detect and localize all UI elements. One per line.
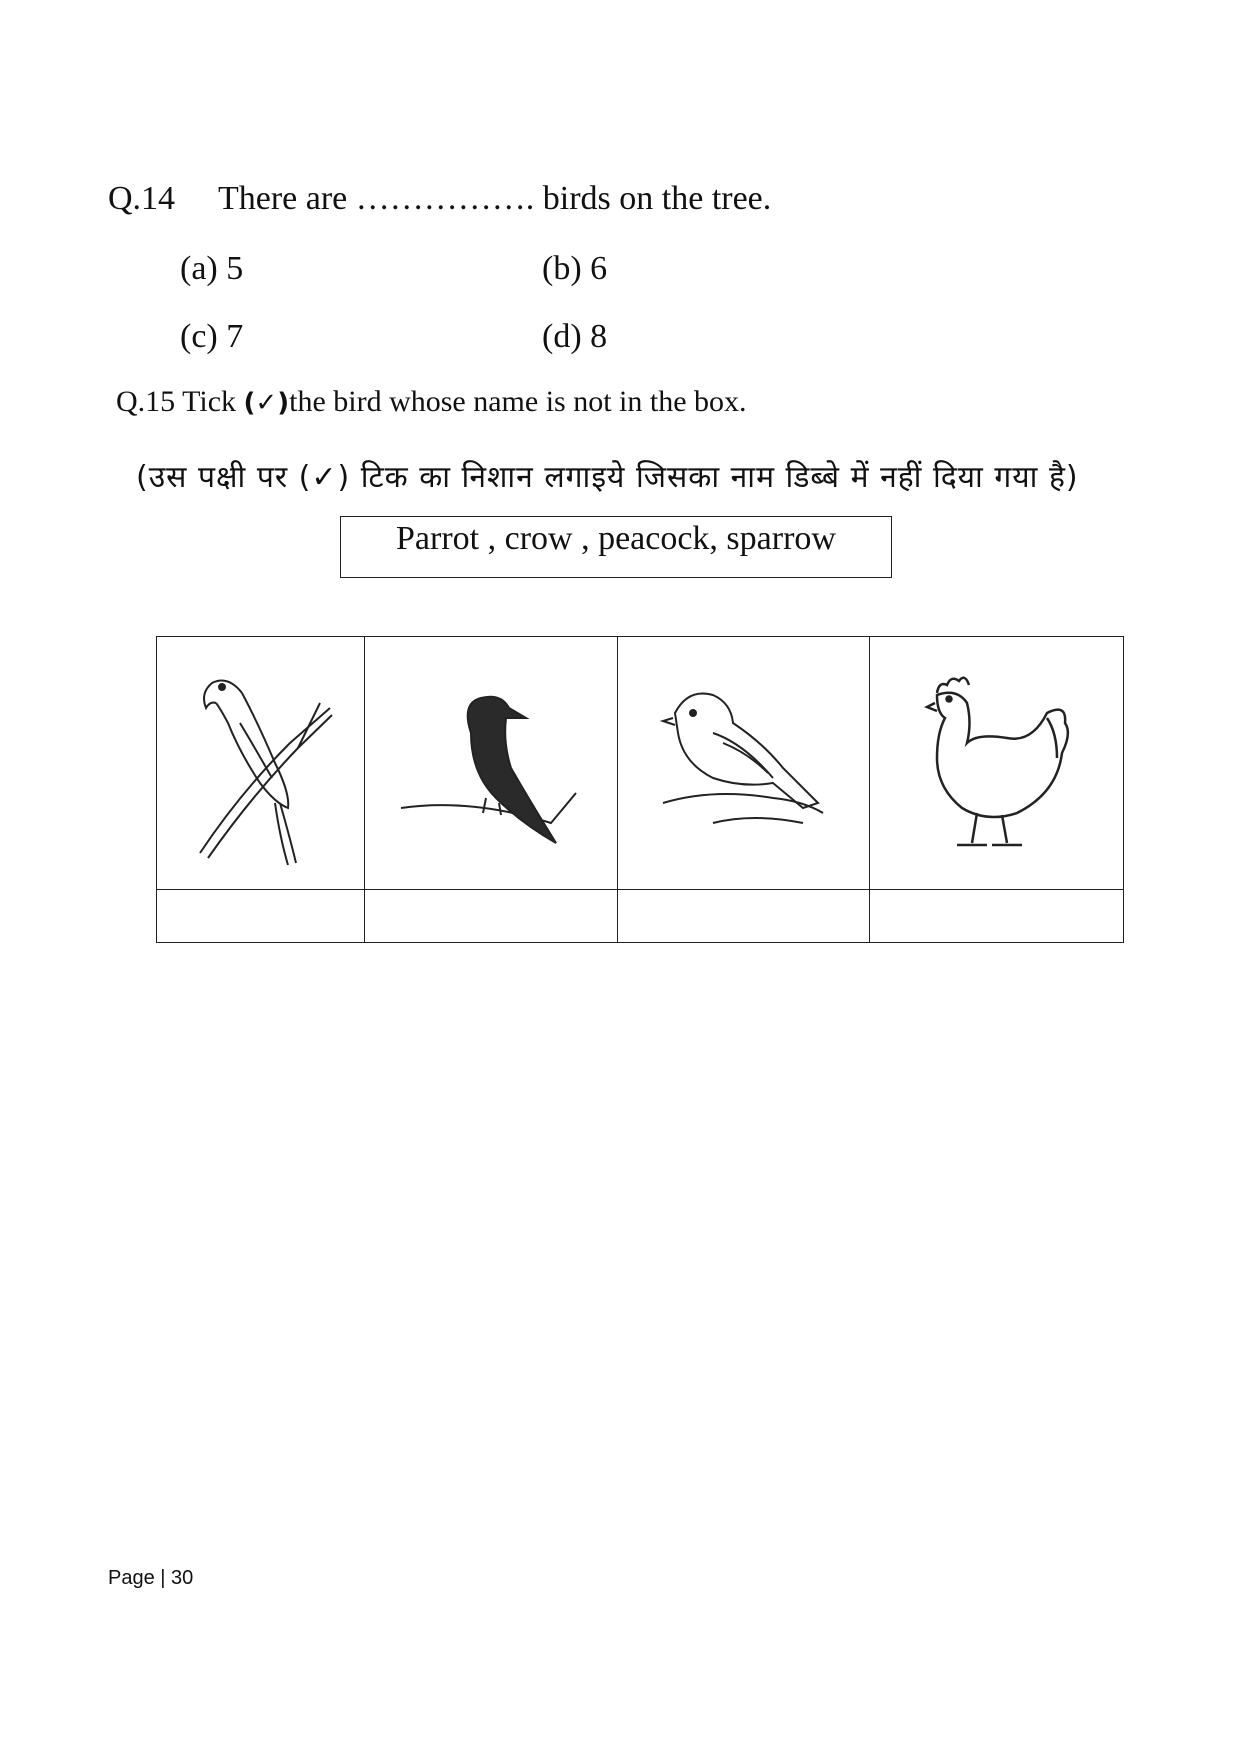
- option-b[interactable]: (b) 6: [542, 250, 608, 287]
- question-15-hindi: (उस पक्षी पर (✓) टिक का निशान लगाइये जिसका नाम डिब्बे में नहीं दिया गया है): [136, 460, 1079, 495]
- question-14-text: There are ……………. birds on the tree.: [218, 180, 772, 217]
- tick-box-crow[interactable]: [364, 890, 617, 943]
- parrot-cell: [157, 637, 365, 890]
- question-15-text: the bird whose name is not in the box.: [289, 385, 747, 418]
- sparrow-drawing-icon: [653, 673, 833, 853]
- page-number: Page | 30: [108, 1567, 194, 1589]
- question-15-prefix: Q.15 Tick: [116, 385, 244, 418]
- crow-cell: [364, 637, 617, 890]
- hen-drawing-icon: [907, 663, 1087, 863]
- tick-box-hen[interactable]: [870, 890, 1124, 943]
- sparrow-cell: [617, 637, 870, 890]
- parrot-drawing-icon: [180, 653, 340, 873]
- option-c[interactable]: (c) 7: [180, 318, 244, 355]
- crow-drawing-icon: [391, 673, 591, 853]
- bird-names-box: Parrot , crow , peacock, sparrow: [340, 516, 892, 578]
- question-14-number: Q.14: [108, 180, 176, 217]
- question-15: [116, 385, 747, 419]
- option-d[interactable]: (d) 8: [542, 318, 608, 355]
- option-a[interactable]: (a) 5: [180, 250, 244, 287]
- hen-cell: [870, 637, 1124, 890]
- tick-box-parrot[interactable]: [157, 890, 365, 943]
- tick-icon: (✓): [243, 388, 290, 418]
- tick-box-sparrow[interactable]: [617, 890, 870, 943]
- question-14: [108, 180, 771, 218]
- birds-table: [156, 636, 1124, 943]
